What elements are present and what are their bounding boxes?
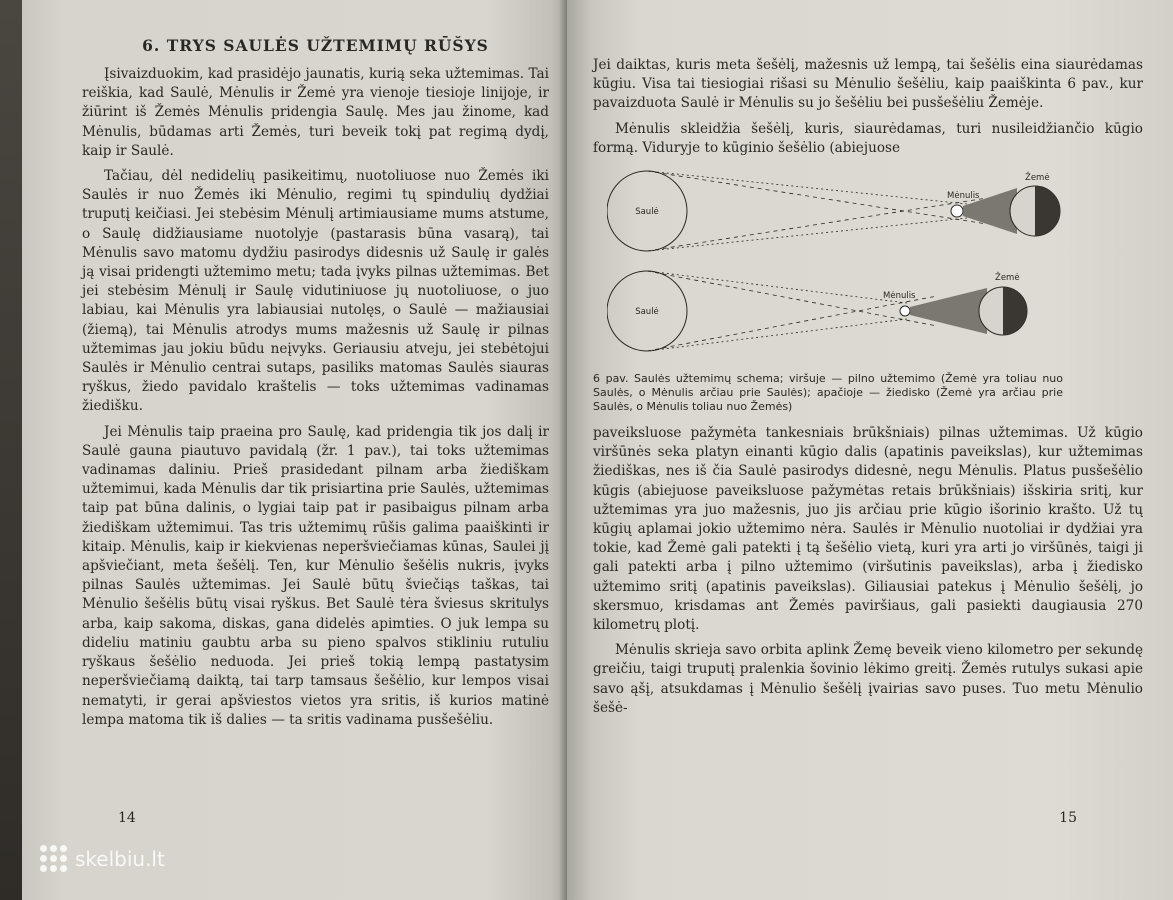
eclipse-diagram: [607, 166, 1067, 366]
sun-label-bottom: Saulė: [635, 307, 659, 318]
penumbra-line: [647, 271, 907, 303]
paragraph: Jei daiktas, kuris meta šešėlį, mažesnis už lempą, tai šešėlis eina siaurėdamas kūgiu. Visa tai tiesiogiai rišasi su Mėnulio šešėliu, kaip paaiškinta 6 pav., kur pavaizduota Saulė ir Mėnulis su jo šešėliu bei pusšešėliu Žemėje.: [593, 57, 1143, 112]
earth-shadow-top: [1035, 186, 1060, 236]
sun-label-top: Saulė: [635, 207, 659, 218]
earth-shadow-bottom: [1003, 287, 1027, 335]
paragraph: Tačiau, dėl nedidelių pasikeitimų, nuotoliuose nuo Žemės iki Saulės ir nuo Žemės iki Mėnulio, regimi tų spindulių dydžiai truputį keičiasi. Jei stebėsim Mėnulį artimiausiame mums atstume, o Saulę didžiausiame nuotolyje (pastarasis būna vasarą), tai Mėnulis savo matomu dydžiu pasirodys didesnis už Saulę ir galės ją visai pridengti užtemimo metu; tada įvyks pilnas užtemimas. Bet jei stebėsim Mėnulį ir Saulę vidutiniuose jų nuotoliuose, o juo labiau, kai Mėnulis yra labiausiai nutolęs, o Saulė — mažiausiai (žiemą), tai Mėnulis atrodys mums mažesnis už Saulę ir pilnas užtemimas jau jokiu būdu neįvyks. Geriausiu atveju, jei stebėtojui Saulės ir Mėnulio centrai sutaps, pasiliks matomas Saulės siauras ryškus, žiedo pavidalo kraštelis — toks užtemimas vadinamas žiedišku.: [82, 168, 549, 415]
umbra-line: [647, 198, 987, 251]
shadow-cone-bottom: [910, 288, 987, 334]
page-number: 15: [1059, 810, 1077, 826]
penumbra-line: [647, 319, 907, 351]
moon-label-bottom: Mėnulis: [883, 291, 916, 302]
umbra-line: [647, 171, 987, 224]
dots-grid-icon: [40, 845, 67, 872]
page-number: 14: [118, 810, 136, 826]
moon-label-top: Mėnulis: [947, 191, 980, 202]
penumbra-line: [647, 218, 967, 251]
umbra-line: [647, 296, 937, 351]
moon-circle-top: [951, 205, 963, 217]
moon-circle-bottom: [900, 306, 910, 316]
penumbra-line: [647, 171, 967, 204]
left-page: [22, 0, 567, 900]
earth-label-bottom: Žemė: [995, 273, 1020, 284]
figure-caption: 6 pav. Saulės užtemimų schema; viršuje — pilno užtemimo (Žemė yra toliau nuo Saulės, o Mėnulis arčiau prie Saulės); apačioje — žiedisko (Žemė yra arčiau prie Saulės, o Mėnulis toliau nuo Žemės): [593, 372, 1063, 414]
paragraph: Mėnulis skrieja savo orbita aplink Žemę beveik vieno kilometro per sekundę greičiu, taigi truputį pralenkia šovinio lėkimo greitį. Žemės rutulys sukasi apie savo ąšį, atsukdamas į Mėnulio šešėlį įvairias savo puses. Tuo metu Mėnulio šešė-: [593, 642, 1143, 716]
paragraph: Jei Mėnulis taip praeina pro Saulę, kad pridengia tik jos dalį ir Saulė gauna piautuvo pavidalą (žr. 1 pav.), tai toks užtemimas vadinamas daliniu. Prieš prasidedant pilnam arba žiediškam užtemimui, kada Mėnulis dar tik prisiartina prie Saulės, užtemimas taip pat būna dalinis, o lygiai taip pat ir pasibaigus pilnam arba žiediškam užtemimui. Tas tris užtemimų rūšis galima paaiškinti ir kitaip. Mėnulis, kaip ir kiekvienas neperšviečiamas kūnas, Saulei jį apšviečiant, meta šešėlį. Ten, kur Mėnulio šešėlis nukris, įvyks pilnas Saulės užtemimas. Jei Saulė būtų šviečiąs taškas, tai Mėnulio šešėlis būtų visai ryškus. Bet Saulė tėra šviesus skritulys arba, kaip sakoma, diskas, gana didelės apimties. O juk lempa su dideliu matiniu gaubtu arba su pieno spalvos stikliniu rutuliu ryškaus šešėlio neduoda. Jei prieš tokią lempą pastatysim neperšviečiamą daiktą, tai tarp tamsaus šešėlio, kur lempos visai nematyti, ir gerai apšviestos vietos yra sritis, iš kurios matinė lempa matoma tik iš dalies — ta sritis vadinama pusšešėliu.: [82, 423, 549, 728]
right-page: [567, 0, 1173, 900]
paragraph: Mėnulis skleidžia šešėlį, kuris, siaurėdamas, turi nusileidžiančio kūgio formą. Viduryje to kūginio šešėlio (abiejuose: [593, 120, 1143, 156]
earth-label-top: Žemė: [1025, 173, 1050, 184]
eclipse-diagram-svg: [607, 166, 1067, 366]
watermark-text: skelbiu.lt: [75, 846, 165, 871]
paragraph: paveiksluose pažymėta tankesniais brūkšniais) pilnas užtemimas. Už kūgio viršūnės seka platyn einanti kūgio dalis (apatinis paveikslas), kur užtemimas žiediškas, nes iš čia Saulė pasirodys didesnė, negu Mėnulis. Platus pusšešėlio kūgis (abiejuose paveiksluose pažymėtas retais brūkšniais) išskiria sritį, kur užtemimas yra juo mažesnis, juo jis arčiau prie kūgio išorinio krašto. Už tų kūgių aplamai jokio užtemimo nėra. Saulės ir Mėnulio nuotoliai ir dydžiai yra tokie, kad Žemė gali patekti į tą šešėlio vietą, kuri yra arti jo viršūnės, taigi ji gali patekti arba į pilno užtemimo (viršutinis paveikslas), arba į žiedisko užtemimo sritį (apatinis paveikslas). Giliausiai patekus į Mėnulio šešėlį, jo skersmuo, krisdamas ant Žemės paviršiaus, gali pasiekti daugiausia 270 kilometrų plotį.: [593, 425, 1143, 634]
paragraph: Įsivaizduokim, kad prasidėjo jaunatis, kurią seka užtemimas. Tai reiškia, kad Saulė, Mėnulis ir Žemė yra vienoje tiesioje linijoje, ir žiūrint iš Žemės Mėnulis pridengia Saulę. Mes jau žinome, kad Mėnulis, būdamas arti Žemės, turi beveik tokį pat regimą dydį, kaip ir Saulė.: [82, 66, 549, 159]
chapter-title: 6. TRYS SAULĖS UŽTEMIMŲ RŪŠYS: [142, 36, 489, 55]
watermark: [40, 845, 165, 872]
